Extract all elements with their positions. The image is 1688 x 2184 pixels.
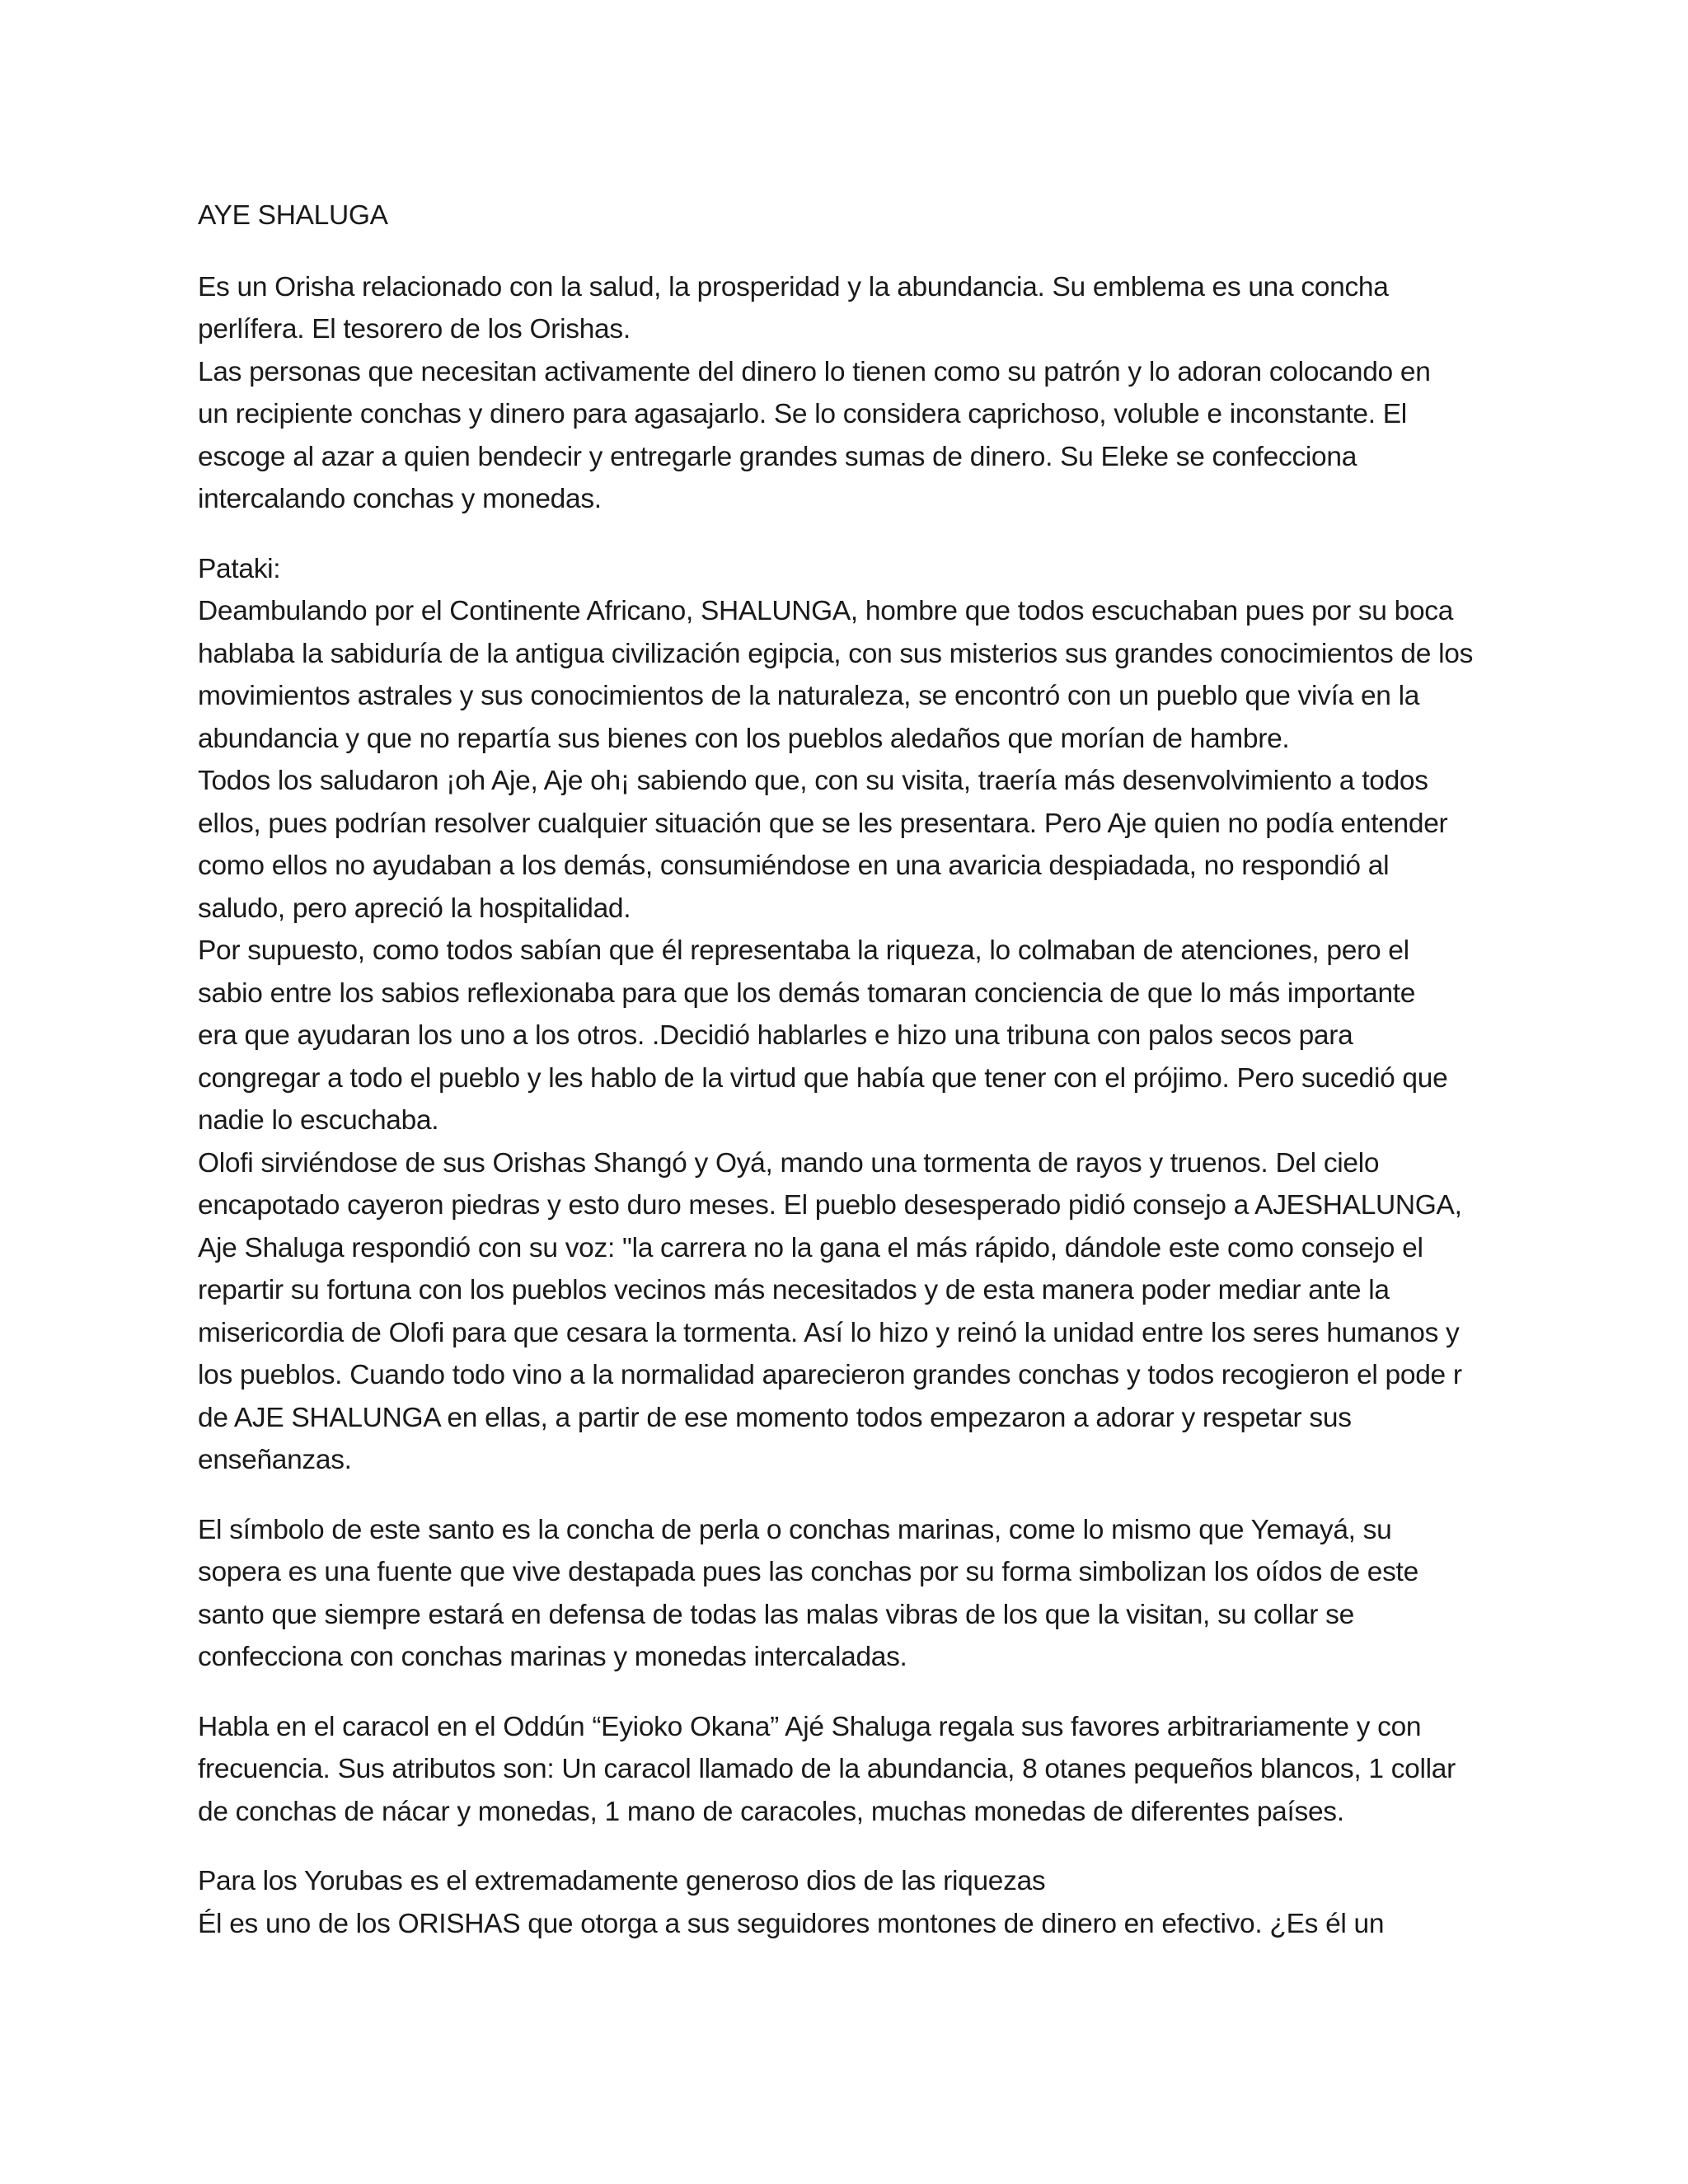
text-line: de AJE SHALUNGA en ellas, a partir de ese momento todos empezaron a adorar y respetar sus (198, 1402, 1352, 1433)
paragraph-pataki (198, 548, 1500, 1482)
text-line: Todos los saludaron ¡oh Aje, Aje oh¡ sabiendo que, con su visita, traería más desenvolvimiento a todos (198, 766, 1428, 796)
text-line: enseñanzas. (198, 1445, 352, 1475)
text-line: nadie lo escuchaba. (198, 1105, 439, 1136)
paragraph-yorubas (198, 1860, 1500, 1945)
text-line: saludo, pero apreció la hospitalidad. (198, 893, 631, 924)
text-line: movimientos astrales y sus conocimientos de la naturaleza, se encontró con un pueblo que vivía en la (198, 681, 1420, 711)
document-title: AYE SHALUGA (198, 200, 388, 231)
text-line: un recipiente conchas y dinero para agasajarlo. Se lo considera caprichoso, voluble e inconstante. El (198, 399, 1407, 429)
text-line: misericordia de Olofi para que cesara la tormenta. Así lo hizo y reinó la unidad entre los seres humanos y (198, 1317, 1460, 1348)
paragraph-caracol (198, 1706, 1500, 1834)
text-line: frecuencia. Sus atributos son: Un caracol llamado de la abundancia, 8 otanes pequeños blancos, 1 collar (198, 1754, 1456, 1784)
text-line: Para los Yorubas es el extremadamente generoso dios de las riquezas (198, 1866, 1046, 1896)
text-line: intercalando conchas y monedas. (198, 484, 602, 514)
paragraph-symbol (198, 1509, 1500, 1679)
text-line: sabio entre los sabios reflexionaba para que los demás tomaran conciencia de que lo más importante (198, 977, 1416, 1009)
text-line: Deambulando por el Continente Africano, SHALUNGA, hombre que todos escuchaban pues por su boca (198, 596, 1454, 626)
text-line: los pueblos. Cuando todo vino a la normalidad aparecieron grandes conchas y todos recogieron el pode r (198, 1360, 1462, 1390)
text-line: Olofi sirviéndose de sus Orishas Shangó y Oyá, mando una tormenta de rayos y truenos. Del cielo (198, 1147, 1380, 1179)
text-line: Por supuesto, como todos sabían que él representaba la riqueza, lo colmaban de atenciones, pero el (198, 935, 1409, 966)
text-line: ellos, pues podrían resolver cualquier situación que se les presentara. Pero Aje quien no podía entender (198, 808, 1448, 839)
text-line: confecciona con conchas marinas y monedas intercaladas. (198, 1642, 907, 1672)
text-line: abundancia y que no repartía sus bienes con los pueblos aledaños que morían de hambre. (198, 723, 1290, 754)
text-line: Aje Shaluga respondió con su voz: "la carrera no la gana el más rápido, dándole este como consejo el (198, 1232, 1423, 1263)
paragraph-intro (198, 266, 1500, 521)
text-line: perlífera. El tesorero de los Orishas. (198, 314, 631, 344)
text-line: El símbolo de este santo es la concha de perla o conchas marinas, come lo mismo que Yemayá, su (198, 1514, 1392, 1545)
text-line: congregar a todo el pueblo y les hablo de la virtud que había que tener con el prójimo. Pero sucedió que (198, 1062, 1448, 1094)
text-line: como ellos no ayudaban a los demás, consumiéndose en una avaricia despiadada, no respondió al (198, 851, 1390, 881)
text-line: de conchas de nácar y monedas, 1 mano de caracoles, muchas monedas de diferentes países. (198, 1796, 1344, 1827)
text-line: Es un Orisha relacionado con la salud, la prosperidad y la abundancia. Su emblema es una concha (198, 271, 1389, 302)
document-body (198, 194, 1500, 1972)
text-line: Las personas que necesitan activamente del dinero lo tienen como su patrón y lo adoran colocando en (198, 356, 1431, 387)
text-line: era que ayudaran los uno a los otros. .Decidió hablarles e hizo una tribuna con palos secos para (198, 1020, 1353, 1051)
text-line: repartir su fortuna con los pueblos vecinos más necesitados y de esta manera poder mediar ante la (198, 1275, 1390, 1305)
text-line: escoge al azar a quien bendecir y entregarle grandes sumas de dinero. Su Eleke se confecciona (198, 441, 1357, 472)
text-line: Habla en el caracol en el Oddún “Eyioko Okana” Ajé Shaluga regala sus favores arbitrariamente y con (198, 1711, 1422, 1742)
text-line: encapotado cayeron piedras y esto duro meses. El pueblo desesperado pidió consejo a AJESHALUNGA, (198, 1190, 1462, 1221)
text-line: hablaba la sabiduría de la antigua civilización egipcia, con sus misterios sus grandes conocimientos de los (198, 638, 1474, 669)
text-line: Él es uno de los ORISHAS que otorga a sus seguidores montones de dinero en efectivo. ¿Es él un (198, 1908, 1385, 1939)
text-line: sopera es una fuente que vive destapada pues las conchas por su forma simbolizan los oídos de este (198, 1557, 1418, 1587)
text-line: santo que siempre estará en defensa de todas las malas vibras de los que la visitan, su collar se (198, 1599, 1354, 1630)
text-line: Pataki: (198, 553, 281, 584)
